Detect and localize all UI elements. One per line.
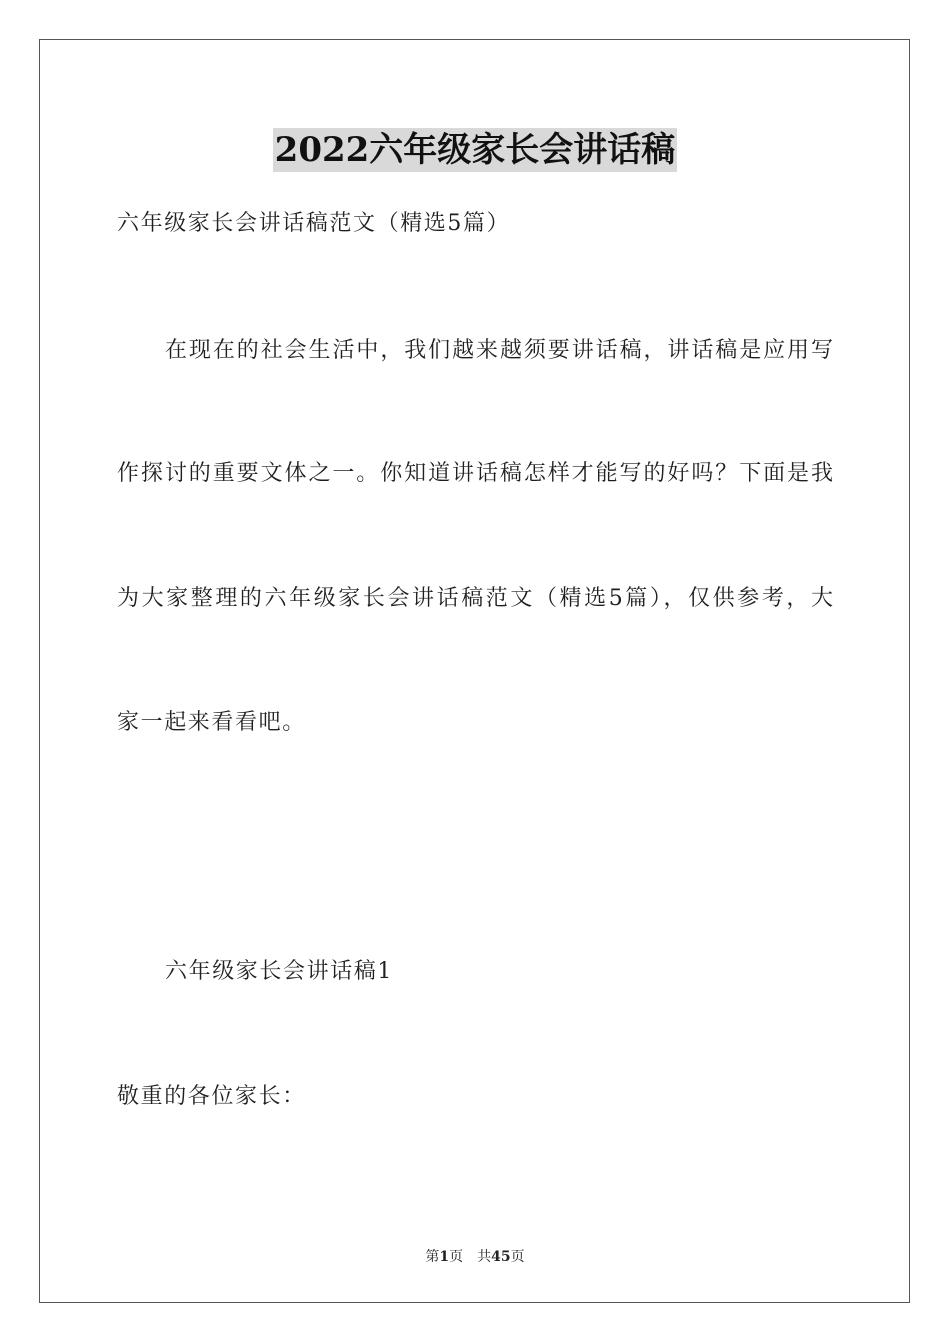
- intro-line-4: 家一起来看看吧。: [117, 710, 306, 735]
- intro-line-3: 为大家整理的六年级家长会讲话稿范文（精选5篇），仅供参考，大: [117, 586, 833, 611]
- title-container: [0, 128, 950, 172]
- section-heading: 六年级家长会讲话稿1: [165, 959, 393, 984]
- document-subtitle: 六年级家长会讲话稿范文（精选5篇）: [117, 211, 511, 236]
- total-suffix: 页: [510, 1249, 525, 1265]
- page-suffix: 页: [449, 1249, 464, 1265]
- greeting: 敬重的各位家长：: [117, 1084, 306, 1109]
- intro-line-2: 作探讨的重要文体之一。你知道讲话稿怎样才能写的好吗？下面是我: [117, 461, 833, 486]
- page-footer: [0, 1246, 950, 1266]
- document-title: 2022六年级家长会讲话稿: [274, 130, 676, 170]
- total-prefix: 共: [477, 1249, 492, 1265]
- total-pages: 45: [491, 1249, 511, 1265]
- intro-line-1: 在现在的社会生活中，我们越来越须要讲话稿，讲话稿是应用写: [165, 338, 833, 363]
- page-prefix: 第: [425, 1249, 440, 1265]
- page-number: 1: [439, 1249, 450, 1265]
